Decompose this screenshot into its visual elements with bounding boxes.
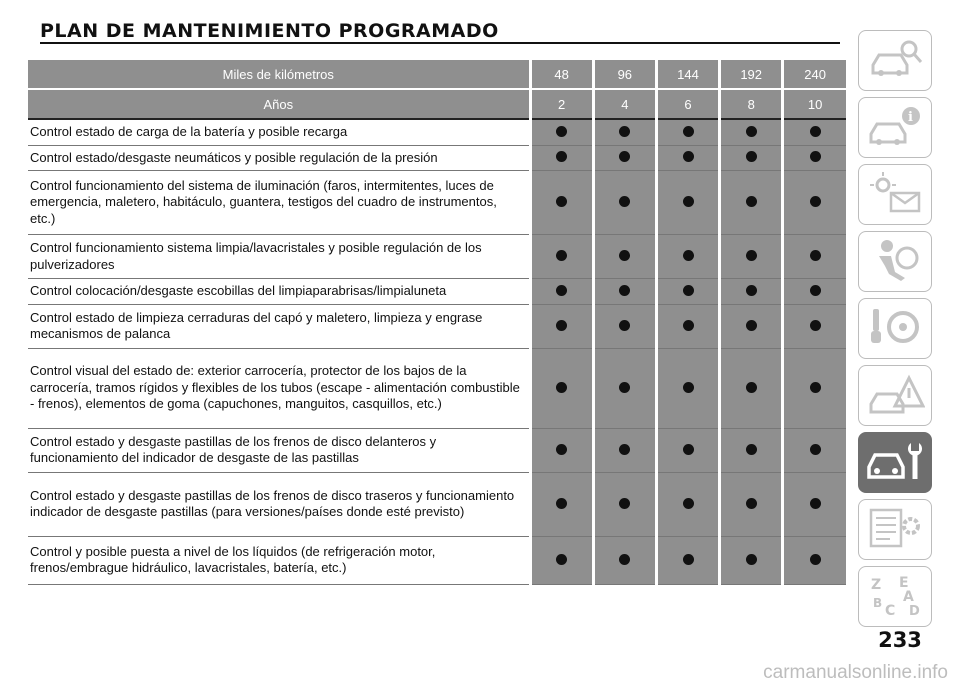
interval-cell — [783, 235, 846, 279]
header-years-value: 2 — [530, 89, 593, 119]
check-dot-icon — [683, 320, 694, 331]
interval-cell — [530, 348, 593, 428]
chapter-tab[interactable] — [858, 298, 932, 359]
check-dot-icon — [746, 285, 757, 296]
interval-cell — [530, 428, 593, 472]
interval-cell — [720, 145, 783, 171]
check-dot-icon — [810, 126, 821, 137]
chapter-tab[interactable] — [858, 566, 932, 627]
svg-text:i: i — [908, 110, 913, 125]
car-emergency-icon — [865, 370, 925, 421]
interval-cell — [720, 472, 783, 536]
interval-cell — [656, 348, 719, 428]
check-dot-icon — [619, 196, 630, 207]
check-dot-icon — [619, 320, 630, 331]
header-km-row — [28, 60, 846, 89]
check-dot-icon — [619, 126, 630, 137]
maintenance-item-text: Control funcionamiento sistema limpia/lavacristales y posible regulación de los pulverizadores — [28, 235, 530, 279]
header-years-value: 4 — [593, 89, 656, 119]
interval-cell — [530, 235, 593, 279]
check-dot-icon — [746, 444, 757, 455]
maintenance-item-text: Control y posible puesta a nivel de los líquidos (de refrigeración motor, frenos/embrague hidráulico, lavacristales, batería, etc.) — [28, 536, 530, 584]
interval-cell — [593, 428, 656, 472]
check-dot-icon — [683, 554, 694, 565]
interval-cell — [783, 348, 846, 428]
table-row — [28, 304, 846, 348]
header-years-value: 6 — [656, 89, 719, 119]
interval-cell — [783, 279, 846, 305]
title-rule — [40, 42, 840, 44]
table-row — [28, 171, 846, 235]
interval-cell — [720, 235, 783, 279]
check-dot-icon — [619, 554, 630, 565]
check-dot-icon — [619, 250, 630, 261]
interval-cell — [530, 472, 593, 536]
table-row — [28, 279, 846, 305]
interval-cell — [530, 536, 593, 584]
check-dot-icon — [810, 285, 821, 296]
header-km-value: 96 — [593, 60, 656, 89]
check-dot-icon — [619, 498, 630, 509]
check-dot-icon — [810, 382, 821, 393]
interval-cell — [720, 428, 783, 472]
interval-cell — [783, 536, 846, 584]
maintenance-item-text: Control estado de limpieza cerraduras del capó y maletero, limpieza y engrase mecanismos de palanca — [28, 304, 530, 348]
interval-cell — [656, 536, 719, 584]
maintenance-item-text: Control estado/desgaste neumáticos y posible regulación de la presión — [28, 145, 530, 171]
interval-cell — [656, 279, 719, 305]
check-dot-icon — [746, 382, 757, 393]
airbag-passenger-icon — [865, 236, 925, 287]
check-dot-icon — [556, 320, 567, 331]
maintenance-item-text: Control estado y desgaste pastillas de los frenos de disco delanteros y funcionamiento del indicador de desgaste de las pastillas — [28, 428, 530, 472]
watermark: carmanualsonline.info — [763, 662, 948, 683]
check-dot-icon — [683, 126, 694, 137]
svg-text:D: D — [909, 604, 920, 617]
check-dot-icon — [683, 250, 694, 261]
page-title: PLAN DE MANTENIMIENTO PROGRAMADO — [40, 20, 499, 42]
check-dot-icon — [619, 285, 630, 296]
header-km-value: 192 — [720, 60, 783, 89]
interval-cell — [783, 119, 846, 145]
interval-cell — [593, 279, 656, 305]
interval-cell — [783, 304, 846, 348]
interval-cell — [530, 119, 593, 145]
interval-cell — [783, 428, 846, 472]
check-dot-icon — [556, 196, 567, 207]
table-row — [28, 428, 846, 472]
car-wrench-icon — [865, 437, 925, 488]
interval-cell — [720, 119, 783, 145]
check-dot-icon — [683, 196, 694, 207]
check-dot-icon — [810, 320, 821, 331]
interval-cell — [656, 304, 719, 348]
interval-cell — [720, 348, 783, 428]
table-row — [28, 472, 846, 536]
interval-cell — [593, 235, 656, 279]
check-dot-icon — [556, 444, 567, 455]
table-row — [28, 119, 846, 145]
interval-cell — [720, 171, 783, 235]
header-km-value: 144 — [656, 60, 719, 89]
page-number: 233 — [878, 628, 922, 652]
maintenance-table — [28, 60, 846, 585]
check-dot-icon — [556, 126, 567, 137]
alphabetical-index-icon — [865, 571, 925, 622]
interval-cell — [783, 472, 846, 536]
interval-cell — [593, 145, 656, 171]
technical-data-icon — [865, 504, 925, 555]
chapter-tab[interactable] — [858, 164, 932, 225]
check-dot-icon — [683, 382, 694, 393]
table-row — [28, 536, 846, 584]
check-dot-icon — [746, 320, 757, 331]
chapter-tab[interactable] — [858, 30, 932, 91]
interval-cell — [656, 145, 719, 171]
svg-text:C: C — [885, 603, 896, 617]
chapter-tab[interactable] — [858, 365, 932, 426]
check-dot-icon — [810, 498, 821, 509]
check-dot-icon — [619, 382, 630, 393]
check-dot-icon — [556, 498, 567, 509]
header-years-label: Años — [28, 89, 530, 119]
check-dot-icon — [683, 444, 694, 455]
maintenance-item-text: Control estado y desgaste pastillas de los frenos de disco traseros y funcionamiento indicador de desgaste pastillas (para versiones/países donde esté previsto) — [28, 472, 530, 536]
interval-cell — [656, 472, 719, 536]
interval-cell — [530, 304, 593, 348]
chapter-tab[interactable] — [858, 499, 932, 560]
interval-cell — [720, 536, 783, 584]
check-dot-icon — [810, 444, 821, 455]
interval-cell — [530, 171, 593, 235]
interval-cell — [656, 171, 719, 235]
check-dot-icon — [619, 444, 630, 455]
interval-cell — [593, 304, 656, 348]
check-dot-icon — [683, 498, 694, 509]
interval-cell — [783, 145, 846, 171]
check-dot-icon — [556, 285, 567, 296]
check-dot-icon — [746, 126, 757, 137]
chapter-sidebar — [858, 30, 934, 633]
svg-text:B: B — [873, 596, 883, 610]
check-dot-icon — [683, 151, 694, 162]
table-row — [28, 348, 846, 428]
check-dot-icon — [746, 151, 757, 162]
interval-cell — [720, 279, 783, 305]
check-dot-icon — [556, 151, 567, 162]
header-years-value: 10 — [783, 89, 846, 119]
check-dot-icon — [810, 196, 821, 207]
check-dot-icon — [556, 382, 567, 393]
maintenance-item-text: Control colocación/desgaste escobillas del limpiaparabrisas/limpialuneta — [28, 279, 530, 305]
maintenance-item-text: Control visual del estado de: exterior carrocería, protector de los bajos de la carrocería, tramos rígidos y flexibles de los tubos (escape - alimentación combustible - frenos), elementos de goma (capuchones, manguitos, casquillos, etc.) — [28, 348, 530, 428]
check-dot-icon — [619, 151, 630, 162]
interval-cell — [530, 145, 593, 171]
key-steering-wheel-icon — [865, 303, 925, 354]
interval-cell — [593, 348, 656, 428]
svg-text:Z: Z — [871, 577, 882, 593]
table-row — [28, 235, 846, 279]
chapter-tab[interactable] — [858, 432, 932, 493]
interval-cell — [656, 428, 719, 472]
interval-cell — [783, 171, 846, 235]
warning-light-message-icon — [865, 169, 925, 220]
check-dot-icon — [746, 196, 757, 207]
interval-cell — [656, 235, 719, 279]
header-years-row — [28, 89, 846, 119]
check-dot-icon — [810, 554, 821, 565]
interval-cell — [720, 304, 783, 348]
maintenance-item-text: Control funcionamiento del sistema de iluminación (faros, intermitentes, luces de emergencia, maletero, habitáculo, guantera, testigos del cuadro de instrumentos, etc.) — [28, 171, 530, 235]
chapter-tab[interactable] — [858, 231, 932, 292]
interval-cell — [593, 119, 656, 145]
header-years-value: 8 — [720, 89, 783, 119]
interval-cell — [656, 119, 719, 145]
check-dot-icon — [810, 250, 821, 261]
check-dot-icon — [556, 554, 567, 565]
check-dot-icon — [746, 498, 757, 509]
svg-text:A: A — [903, 589, 914, 605]
maintenance-item-text: Control estado de carga de la batería y posible recarga — [28, 119, 530, 145]
check-dot-icon — [810, 151, 821, 162]
check-dot-icon — [746, 250, 757, 261]
svg-text:E: E — [899, 575, 909, 591]
header-km-value: 240 — [783, 60, 846, 89]
interval-cell — [593, 171, 656, 235]
car-info-icon — [865, 102, 925, 153]
interval-cell — [593, 536, 656, 584]
interval-cell — [530, 279, 593, 305]
check-dot-icon — [683, 285, 694, 296]
check-dot-icon — [746, 554, 757, 565]
header-km-value: 48 — [530, 60, 593, 89]
header-km-label: Miles de kilómetros — [28, 60, 530, 89]
table-row — [28, 145, 846, 171]
interval-cell — [593, 472, 656, 536]
car-search-icon — [865, 35, 925, 86]
chapter-tab[interactable] — [858, 97, 932, 158]
check-dot-icon — [556, 250, 567, 261]
